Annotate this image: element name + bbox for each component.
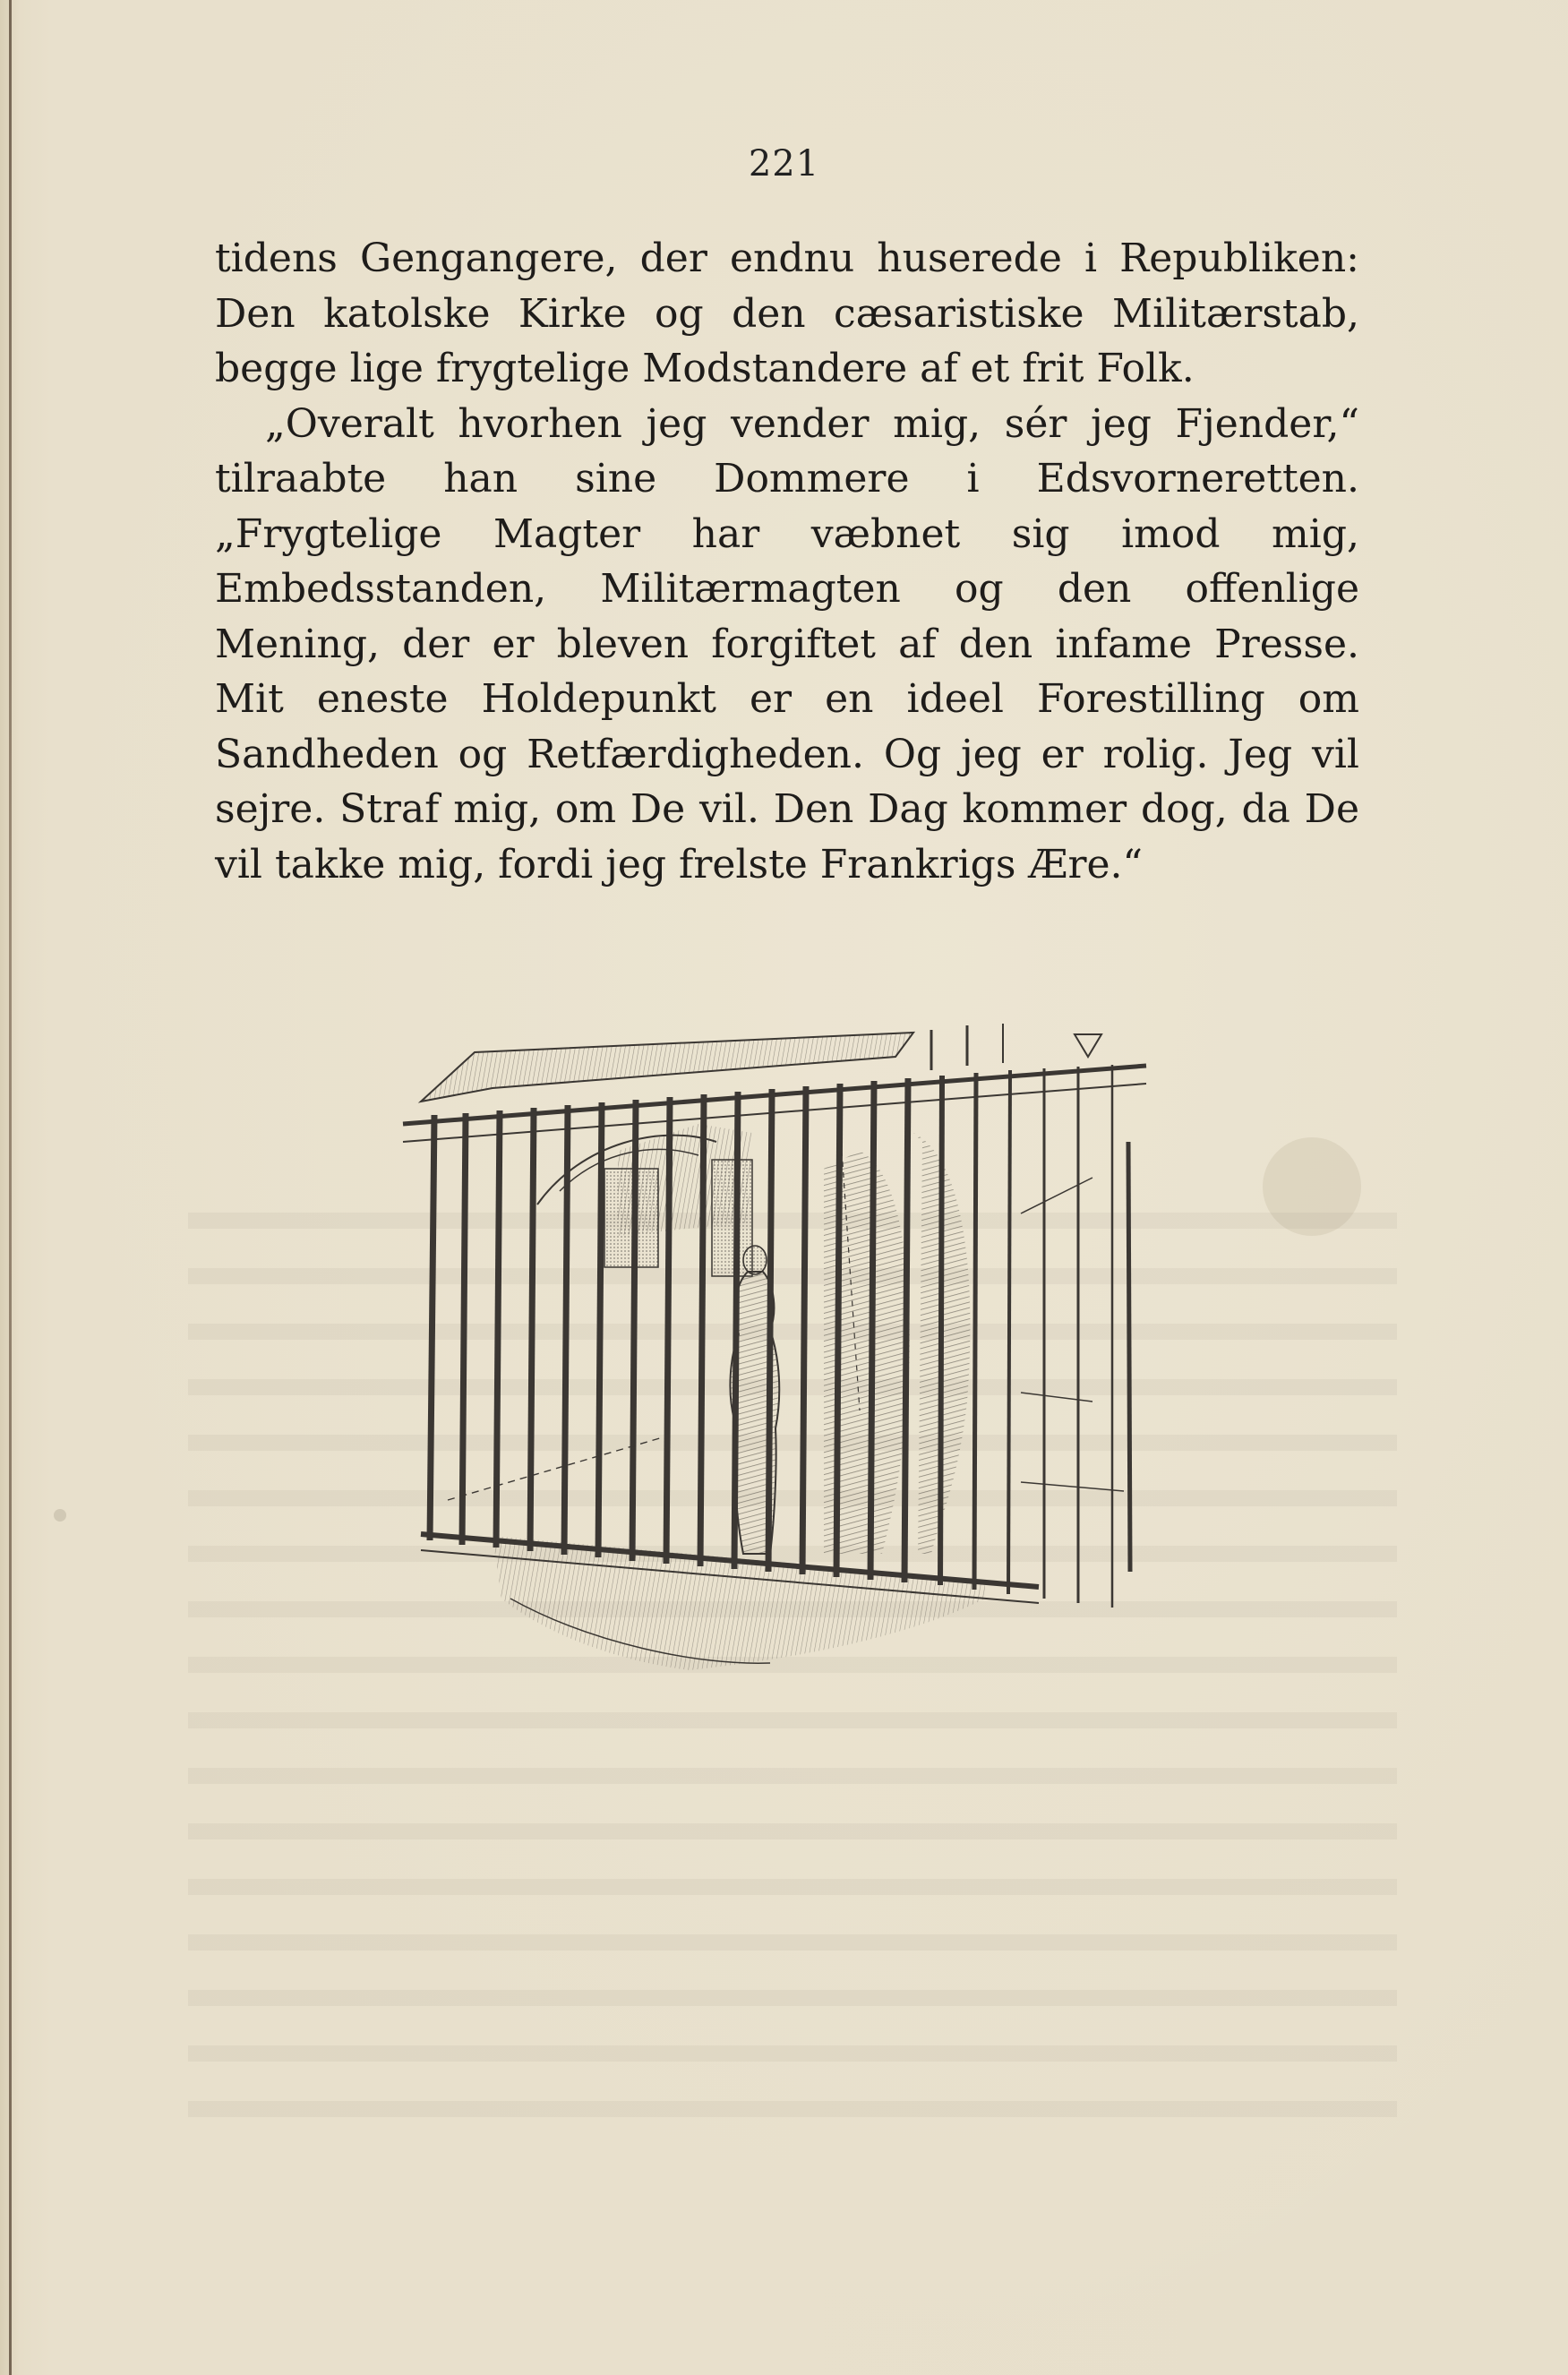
paper-spot [1263, 1137, 1361, 1236]
paragraph: „Overalt hvorhen jeg vender mig, sér jeg Fjender,“ tilraabte han sine Dommere i Edsvorneretten. „Frygtelige Magter har væbnet sig imod mig, Embedsstanden, Militærmagten og den offenlige Mening, der er bleven forgiftet af den infame Presse. Mit eneste Holdepunkt er en ideel Forestilling om Sandheden og Retfærdigheden. Og jeg er rolig. Jeg vil sejre. Straf mig, om De vil. Den Dag kommer dog, da De vil takke mig, fordi jeg frelste Frankrigs Ære.“ [215, 400, 1359, 887]
page-spine-edge [9, 0, 12, 2375]
page-number: 221 [748, 143, 820, 184]
prison-cell-bars-illustration [394, 1016, 1182, 1679]
body-text [215, 231, 1359, 892]
paragraph: tidens Gengangere, der endnu huserede i Republiken: Den katolske Kirke og den cæsaristiske Militærstab, begge lige frygtelige Modstandere af et frit Folk. [215, 236, 1359, 391]
paper-spot [54, 1509, 66, 1522]
